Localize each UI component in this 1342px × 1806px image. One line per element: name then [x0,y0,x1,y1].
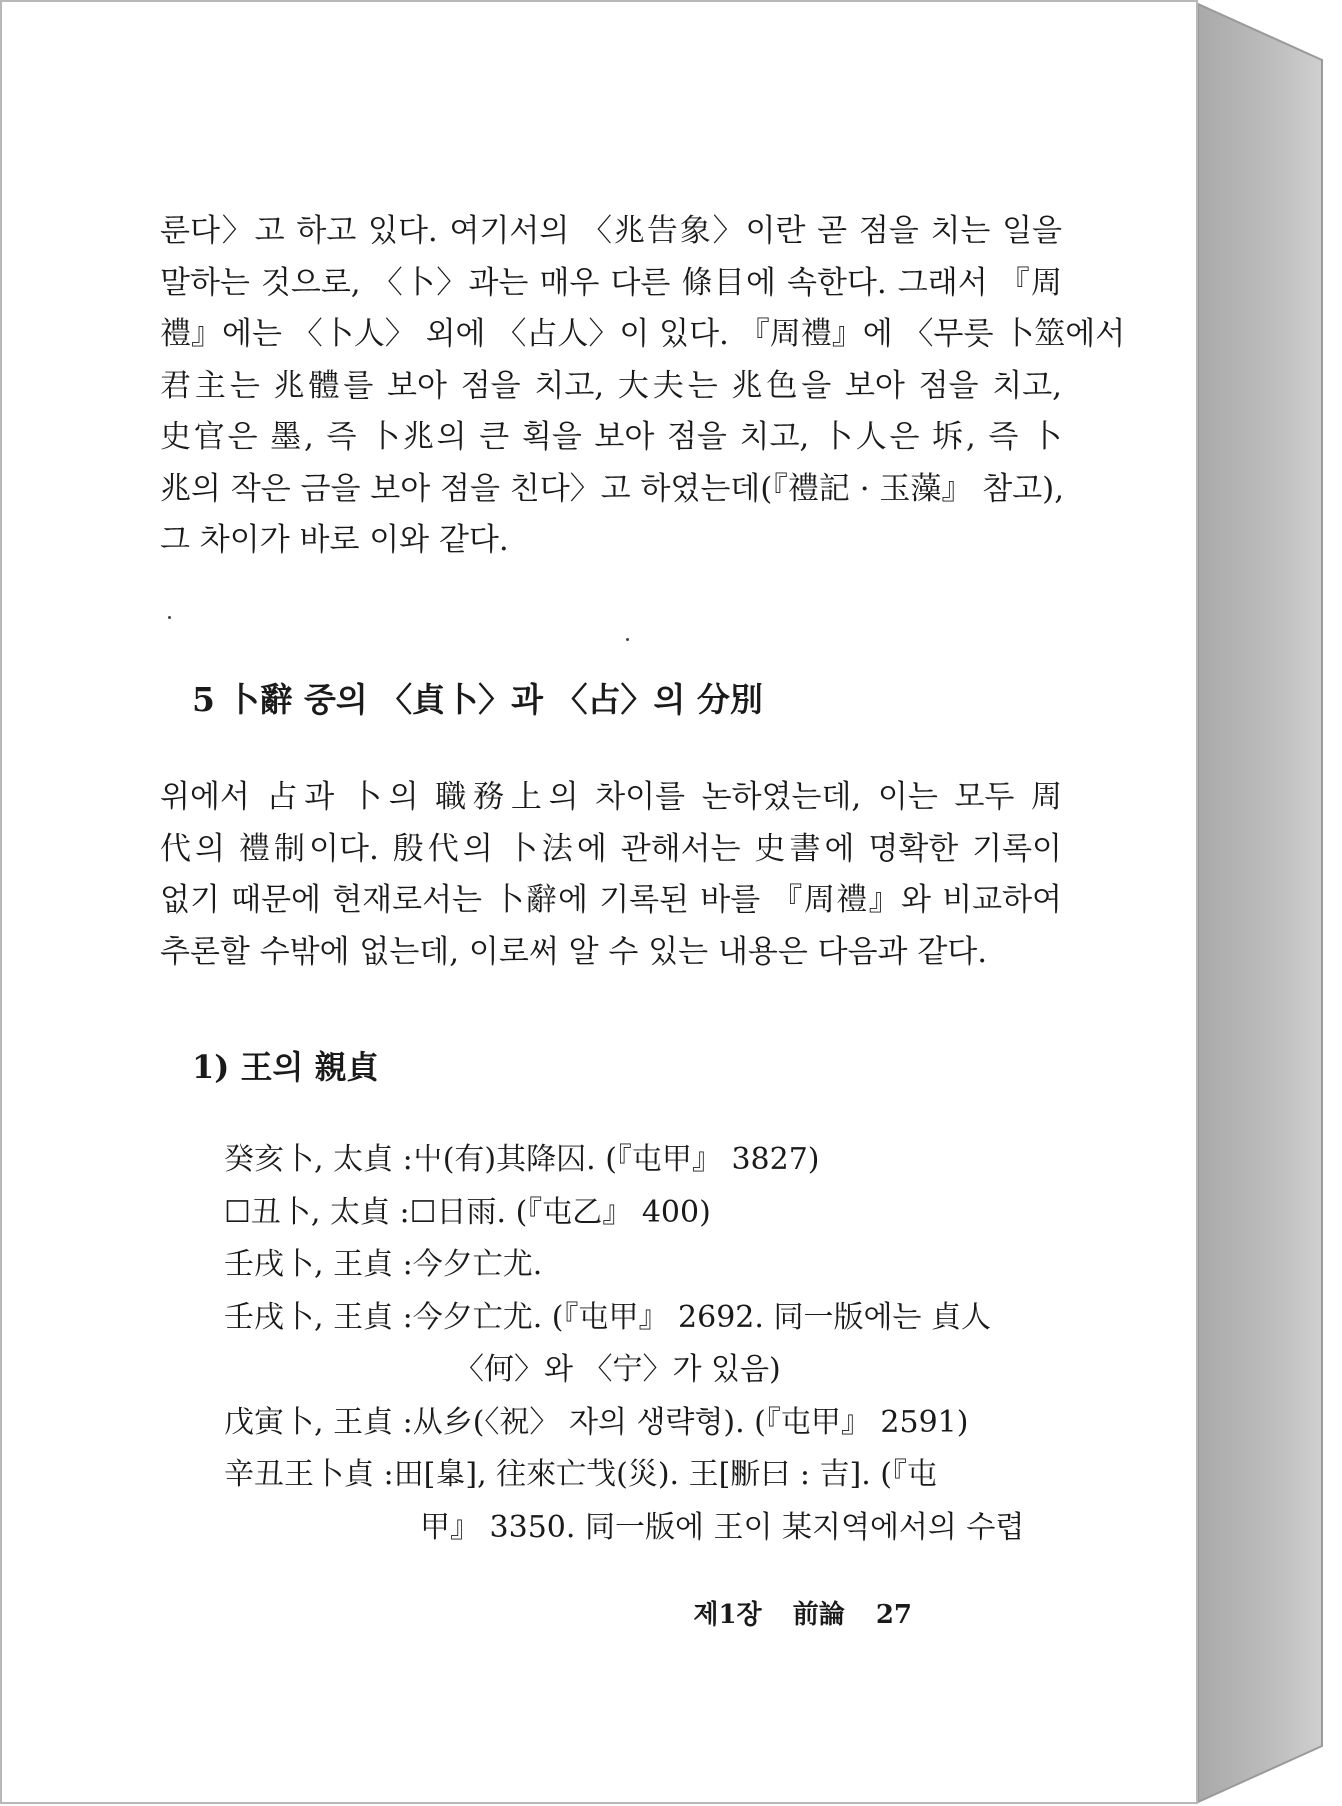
paragraph-2 [160,772,1062,978]
inscription-row [224,1449,1064,1502]
inscription-row [224,1292,1064,1345]
section-heading: 5 卜辭 중의 〈貞卜〉과 〈占〉의 分別 [192,680,763,719]
inscription-row [224,1239,1064,1292]
text-line: 추론할 수밖에 없는데, 이로써 알 수 있는 내용은 다음과 같다. [160,933,988,970]
text-line: 그 차이가 바로 이와 같다. [160,522,509,558]
paragraph-continued [160,206,1126,567]
paragraph-section-5 [160,772,1062,978]
text-line: 없기 때문에 현재로서는 卜辭에 기록된 바를 『周禮』와 비교하여 [160,882,1062,918]
inscription-preface: 癸亥卜, 太貞 : [224,1142,413,1177]
page-number: 27 [875,1600,912,1630]
text-line: 史官은 墨, 즉 卜兆의 큰 획을 보아 점을 치고, 卜人은 坼, 즉 卜 [160,419,1062,455]
text-line: 위에서 占과 卜의 職務上의 차이를 논하였는데, 이는 모두 周 [160,779,1062,815]
inscription-text: 屮(有)其降囚. (『屯甲』 3827) [412,1142,820,1177]
page-stack-edge [1198,0,1342,1806]
text-line: 말하는 것으로, 〈卜〉과는 매우 다른 條目에 속한다. 그래서 『周 [160,264,1062,301]
inscription-text: 今夕亡尤. [412,1247,543,1282]
page-footer [671,1594,912,1631]
paragraph-1 [160,206,1126,567]
inscription-text: 田[𦤎], 往來亡𢦏(災). 王[𣂤曰 : 吉]. (『屯 [393,1457,937,1492]
inscription-list [224,1134,1064,1554]
inscription-text: 从乡(〈祝〉 자의 생략형). (『屯甲』 2591) [412,1404,969,1440]
inscription-preface: 辛丑王卜貞 : [224,1457,394,1492]
scan-speck [626,638,629,641]
inscription-preface: ☐丑卜, 太貞 : [224,1194,410,1230]
text-line: 禮』에는 〈卜人〉 외에 〈占人〉이 있다. 『周禮』에 〈무릇 卜筮에서 [160,316,1126,352]
inscription-continuation: 甲』 3350. 同一版에 王이 某지역에서의 수렵 [420,1509,1025,1545]
inscription-text: ☐日雨. (『屯乙』 400) [409,1194,711,1230]
sub-heading: 1) 王의 親貞 [192,1048,379,1086]
text-line: 代의 禮制이다. 殷代의 卜法에 관해서는 史書에 명확한 기록이 [160,830,1062,867]
footer-title: 前論 [792,1600,845,1630]
text-line: 兆의 작은 금을 보아 점을 친다〉고 하였는데(『禮記 · 玉藻』 참고), [160,470,1065,507]
inscription-preface: 戊寅卜, 王貞 : [224,1404,413,1440]
inscription-preface: 壬戌卜, 王貞 : [224,1299,413,1335]
scan-speck [168,616,171,619]
inscription-continuation: 〈何〉와 〈宁〉가 있음) [454,1352,781,1387]
text-line: 룬다〉고 하고 있다. 여기서의 〈兆告象〉이란 곧 점을 치는 일을 [160,213,1062,249]
inscription-row [224,1134,1064,1187]
inscription-row [224,1187,1064,1240]
footer-chapter: 제1장 [693,1600,762,1630]
inscription-text: 今夕亡尤. (『屯甲』 2692. 同一版에는 貞人 [412,1299,991,1335]
inscription-preface: 壬戌卜, 王貞 : [224,1247,413,1282]
inscription-row [224,1397,1064,1450]
text-line: 君主는 兆體를 보아 점을 치고, 大夫는 兆色을 보아 점을 치고, [160,367,1062,404]
